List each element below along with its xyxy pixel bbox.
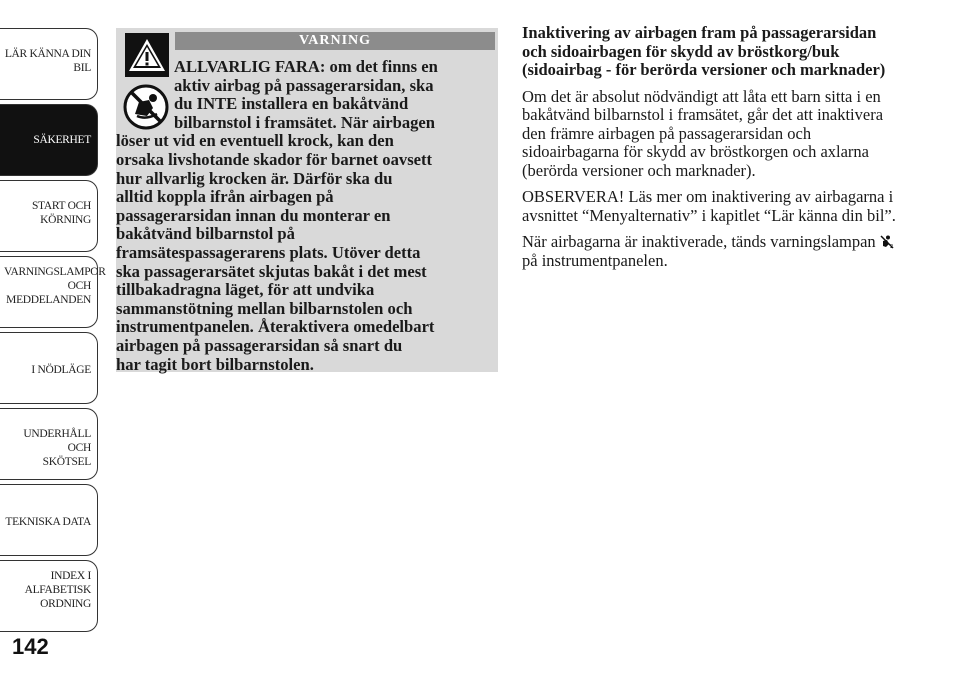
tab-i-nodlage[interactable] <box>0 332 98 404</box>
warning-line: ska passagerarsätet skjutas bakåt i det mest <box>116 261 427 281</box>
tab-label: TEKNISKA DATA <box>5 516 91 528</box>
paragraph-text: på instrumentpanelen. <box>522 250 668 270</box>
warning-header: VARNING <box>175 32 495 50</box>
tab-label: VARNINGSLAMPOR OCH MEDDELANDEN <box>4 266 106 306</box>
tab-lar-kanna-din-bil[interactable] <box>0 28 98 100</box>
warning-line: du INTE installera en bakåtvänd <box>174 94 409 114</box>
warning-line: orsaka livshotande skador för barnet oavsett <box>116 149 433 169</box>
tab-label: SÄKERHET <box>33 134 91 146</box>
warning-line: airbagen på passagerarsidan så snart du <box>116 335 403 355</box>
tab-sakerhet[interactable] <box>0 104 98 176</box>
section-heading: Inaktivering av airbagen fram på passagerarsidan och sidoairbagen för skydd av bröstkorg/buk (sidoairbag - för berörda versioner och marknader) <box>522 23 886 79</box>
tab-label: START OCH KÖRNING <box>31 200 91 226</box>
paragraph-text: När airbagarna är inaktiverade, tänds varningslampan <box>522 232 876 251</box>
main-text-column <box>522 24 902 278</box>
tab-label: INDEX I ALFABETISK ORDNING <box>24 570 91 610</box>
warning-line: ALLVARLIG FARA: om det finns en <box>174 57 438 76</box>
tab-index[interactable] <box>0 560 98 632</box>
warning-line: instrumentpanelen. Återaktivera omedelbart <box>116 317 435 337</box>
tab-label: I NÖDLÄGE <box>31 364 91 376</box>
warning-text <box>116 58 492 374</box>
warning-line: alltid koppla ifrån airbagen på <box>116 187 334 207</box>
warning-line: aktiv airbag på passagerarsidan, ska <box>174 75 434 95</box>
tab-label: LÄR KÄNNA DIN BIL <box>4 48 91 74</box>
page-number: 142 <box>12 634 49 659</box>
svg-text:2: 2 <box>889 244 893 249</box>
warning-line: sammanstötning mellan bilbarnstolen och <box>116 298 413 318</box>
warning-line: har tagit bort bilbarnstolen. <box>116 354 314 374</box>
paragraph: OBSERVERA! Läs mer om inaktivering av airbagarna i avsnittet “Menyalternativ” i kapitlet “Lär känna din bil”. <box>522 187 896 225</box>
warning-line: hur allvarlig krocken är. Därför ska du <box>116 168 393 188</box>
warning-line: passagerarsidan innan du monterar en <box>116 205 391 225</box>
warning-line: bakåtvänd bilbarnstol på <box>116 224 295 244</box>
warning-line: tillbakadragna läget, för att undvika <box>116 280 375 300</box>
warning-line: framsätespassagerarens plats. Utöver detta <box>116 242 421 262</box>
warning-line: bilbarnstol i framsätet. När airbagen <box>174 112 436 132</box>
warning-line: löser ut vid en eventuell krock, kan den <box>116 131 394 151</box>
passenger-airbag-off-icon <box>880 235 894 249</box>
tab-label: UNDERHÅLL OCH SKÖTSEL <box>23 428 91 468</box>
paragraph: Om det är absolut nödvändigt att låta ett barn sitta i en bakåtvänd bilbarnstol i framsätet, går det att inaktivera den främre airbagen på passagerarsidan och sidoairbagarna för skydd av bröstkorgen och axlarna (berörda versioner och marknader). <box>522 86 884 180</box>
paragraph <box>522 233 902 270</box>
tab-underhall-och-skotsel[interactable] <box>0 408 98 480</box>
tab-start-och-korning[interactable] <box>0 180 98 252</box>
tab-tekniska-data[interactable] <box>0 484 98 556</box>
tab-varningslampor[interactable] <box>0 256 106 328</box>
